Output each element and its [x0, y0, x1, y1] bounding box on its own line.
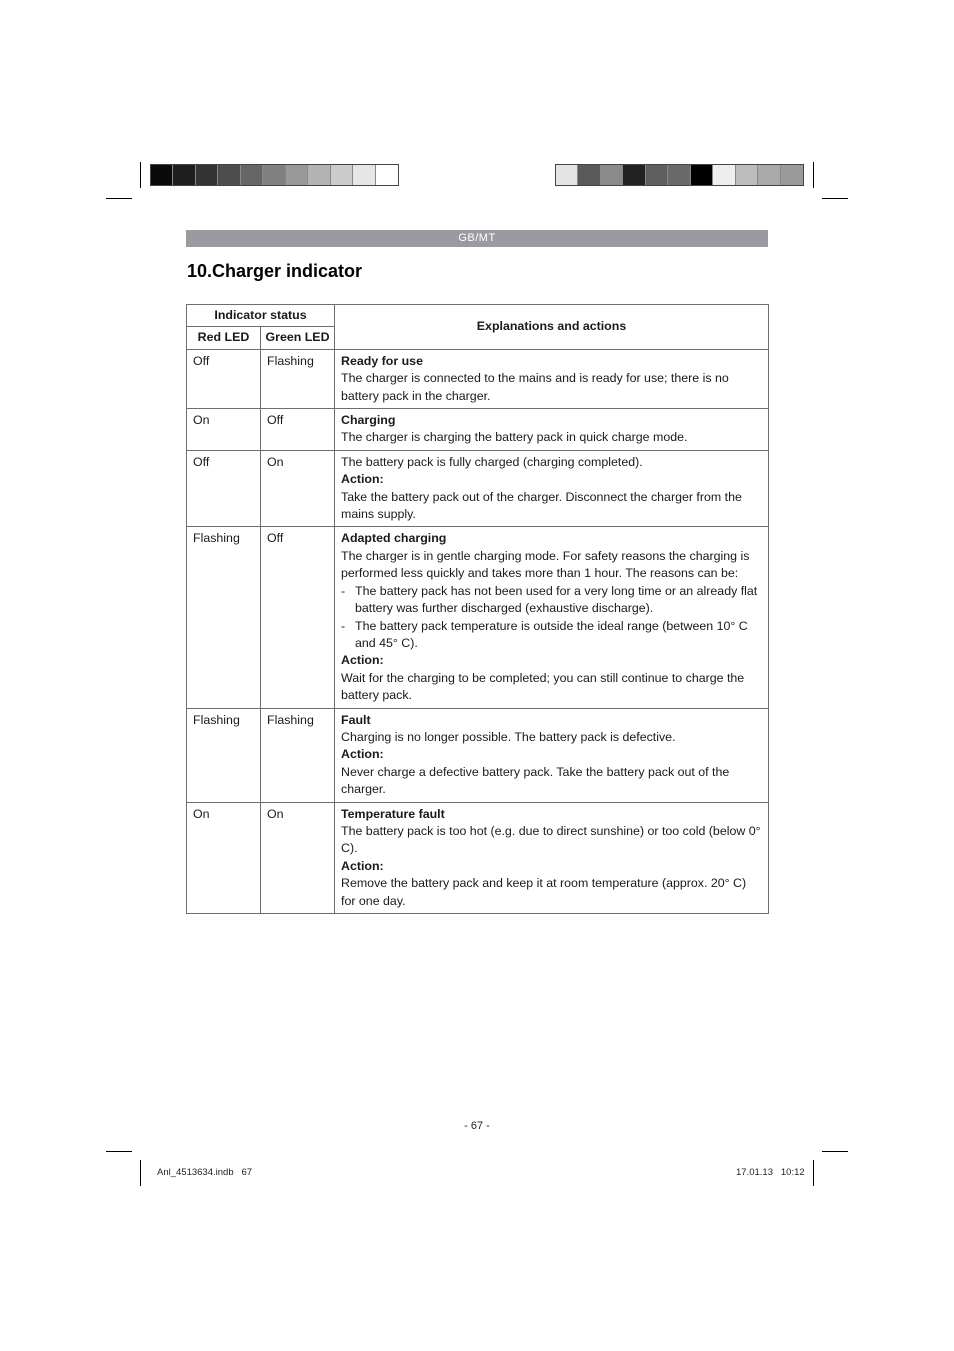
action-label: Action:	[341, 472, 384, 487]
color-swatch	[781, 165, 803, 185]
explanation-title: Fault	[341, 712, 371, 727]
action-label: Action:	[341, 747, 384, 762]
red-led-cell: On	[187, 409, 261, 451]
color-swatch	[713, 165, 735, 185]
red-led-cell: On	[187, 802, 261, 913]
explanation-title: Temperature fault	[341, 806, 445, 821]
green-led-header: Green LED	[261, 327, 335, 349]
red-led-cell: Off	[187, 349, 261, 408]
table-row	[187, 349, 769, 408]
color-swatch	[623, 165, 645, 185]
color-swatch	[578, 165, 600, 185]
explanation-cell	[335, 409, 769, 451]
red-led-header: Red LED	[187, 327, 261, 349]
action-label: Action:	[341, 858, 384, 873]
action-text: Remove the battery pack and keep it at room temperature (approx. 20° C) for one day.	[341, 876, 747, 908]
crop-mark	[140, 162, 141, 188]
color-swatch	[151, 165, 173, 185]
crop-mark	[813, 162, 814, 188]
action-label: Action:	[341, 653, 384, 668]
explanation-title: Adapted charging	[341, 531, 447, 546]
bullet-dash: -	[341, 618, 346, 633]
file-info: Anl_4513634.indb 67	[157, 1167, 253, 1178]
explanation-cell	[335, 708, 769, 802]
crop-mark	[813, 1160, 814, 1186]
color-swatch	[668, 165, 690, 185]
explanation-text: The charger is charging the battery pack in quick charge mode.	[341, 430, 688, 445]
crop-mark	[822, 1151, 848, 1152]
green-led-cell: Off	[261, 409, 335, 451]
crop-mark	[140, 1160, 141, 1186]
green-led-cell: On	[261, 802, 335, 913]
color-swatch	[646, 165, 668, 185]
color-swatch	[331, 165, 353, 185]
color-swatch	[691, 165, 713, 185]
bullet-dash: -	[341, 583, 346, 598]
explanation-cell	[335, 802, 769, 913]
print-date: 17.01.13 10:12	[736, 1167, 805, 1178]
explanation-text: The charger is connected to the mains and is ready for use; there is no battery pack in the charger.	[341, 371, 729, 403]
indicator-status-header: Indicator status	[187, 305, 335, 327]
section-title: 10.Charger indicator	[187, 261, 363, 281]
explanation-text: The battery pack is too hot (e.g. due to direct sunshine) or too cold (below 0° C).	[341, 823, 761, 856]
explanation-bullet	[341, 583, 763, 618]
action-text: Wait for the charging to be completed; you can still continue to charge the battery pack.	[341, 670, 745, 703]
explanation-bullet	[341, 618, 763, 653]
color-swatch	[758, 165, 780, 185]
color-swatch	[353, 165, 375, 185]
color-swatch	[173, 165, 195, 185]
page-number: - 67 -	[464, 1120, 490, 1132]
table-row	[187, 409, 769, 451]
explanation-title: Charging	[341, 413, 396, 428]
color-swatch	[601, 165, 623, 185]
crop-mark	[106, 1151, 132, 1152]
green-led-cell: Off	[261, 527, 335, 708]
explanation-cell	[335, 527, 769, 708]
action-text: Never charge a defective battery pack. Take the battery pack out of the charger.	[341, 764, 730, 797]
crop-mark	[822, 198, 848, 199]
charger-indicator-table	[186, 304, 769, 914]
color-swatch	[736, 165, 758, 185]
explanation-cell	[335, 349, 769, 408]
color-swatch	[286, 165, 308, 185]
color-swatch	[196, 165, 218, 185]
color-swatch	[556, 165, 578, 185]
color-calibration-bar-right	[555, 164, 804, 186]
table-row	[187, 527, 769, 708]
color-swatch	[218, 165, 240, 185]
color-swatch	[241, 165, 263, 185]
color-swatch	[308, 165, 330, 185]
red-led-cell: Flashing	[187, 708, 261, 802]
explanation-text: The battery pack is fully charged (charging completed).	[341, 454, 643, 469]
table-row	[187, 802, 769, 913]
red-led-cell: Flashing	[187, 527, 261, 708]
crop-mark	[106, 198, 132, 199]
explanation-text: Charging is no longer possible. The battery pack is defective.	[341, 729, 676, 744]
green-led-cell: On	[261, 450, 335, 527]
bullet-text: The battery pack has not been used for a very long time or an already flat battery was further discharged (exhaustive discharge).	[355, 583, 758, 616]
explanation-title: Ready for use	[341, 353, 423, 368]
table-header-row	[187, 305, 769, 327]
red-led-cell: Off	[187, 450, 261, 527]
table-row	[187, 450, 769, 527]
explanation-cell	[335, 450, 769, 527]
explanation-text: The charger is in gentle charging mode. For safety reasons the charging is performed less quickly and takes more than 1 hour. The reasons can be:	[341, 548, 750, 581]
color-calibration-bar-left	[150, 164, 399, 186]
color-swatch	[263, 165, 285, 185]
action-text: Take the battery pack out of the charger. Disconnect the charger from the mains supply.	[341, 489, 742, 522]
green-led-cell: Flashing	[261, 349, 335, 408]
color-swatch	[376, 165, 398, 185]
green-led-cell: Flashing	[261, 708, 335, 802]
table-row	[187, 708, 769, 802]
language-header-band: GB/MT	[186, 230, 768, 247]
bullet-text: The battery pack temperature is outside the ideal range (between 10° C and 45° C).	[355, 618, 748, 650]
explanations-header: Explanations and actions	[335, 305, 769, 350]
